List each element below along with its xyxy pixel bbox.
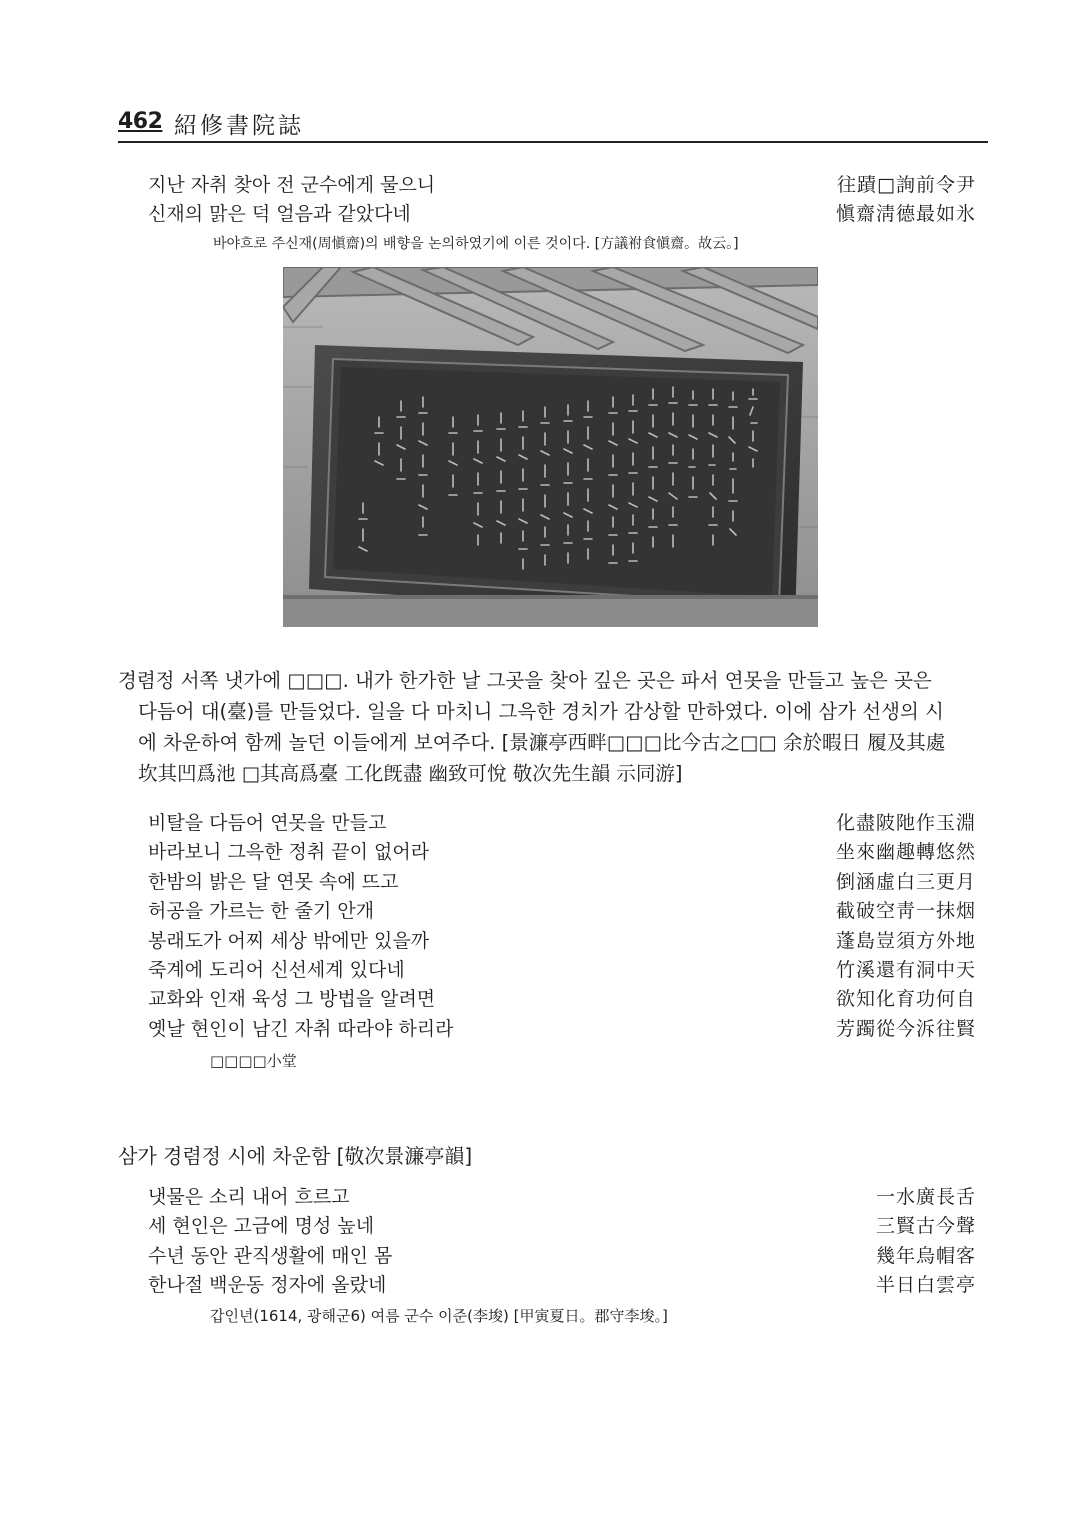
poem-line <box>148 1211 976 1240</box>
poem-line-chinese: 芳躅從今泝往賢 <box>835 1017 976 1040</box>
poem-line-korean: 한나절 백운동 정자에 올랐네 <box>148 1274 387 1297</box>
page-number: 462 <box>118 109 163 134</box>
poem-line <box>148 984 976 1013</box>
poem-middle <box>148 808 976 1043</box>
poem-line-chinese: 倒涵虛白三更月 <box>835 870 976 893</box>
poem-line <box>148 1241 976 1270</box>
poem-line-chinese: 幾年烏帽客 <box>875 1244 976 1267</box>
signboard-photo <box>283 267 818 627</box>
section-title: 삼가 경렴정 시에 차운함 [敬次景濂亭韻] <box>118 1144 473 1168</box>
paragraph-line: 다듬어 대(臺)를 만들었다. 일을 다 마치니 그윽한 경치가 감상할 만하였다. 이에 삼가 선생의 시 <box>138 700 944 723</box>
poem-line-korean: 세 현인은 고금에 명성 높네 <box>148 1215 375 1238</box>
poem-line <box>148 808 976 837</box>
poem-line-chinese: 截破空靑一抹烟 <box>835 900 976 923</box>
poem-line-chinese: 往蹟□詢前令尹 <box>837 174 976 196</box>
paragraph-line: 경렴정 서쪽 냇가에 □□□. 내가 한가한 날 그곳을 찾아 깊은 곳은 파서 연못을 만들고 높은 곳은 <box>118 669 932 692</box>
poem-line <box>148 896 976 925</box>
poem-line-korean: 지난 자취 찾아 전 군수에게 물으니 <box>148 174 436 196</box>
poem-line-chinese: 愼齋淸德最如氷 <box>835 203 976 226</box>
poem-line <box>148 1182 976 1211</box>
book-title: 紹修書院誌 <box>174 113 304 139</box>
poem-line-chinese: 半日白雲亭 <box>875 1274 976 1297</box>
poem-line-chinese: 三賢古今聲 <box>875 1215 976 1238</box>
poem-line-chinese: 欲知化育功何自 <box>835 988 976 1011</box>
paragraph-line: 坎其凹爲池 □其高爲臺 工化旣盡 幽致可悅 敬次先生韻 示同游] <box>138 762 683 785</box>
poem-line-chinese: 一水廣長舌 <box>875 1186 976 1208</box>
poem-line-chinese: 化盡陂阤作玉淵 <box>835 812 976 834</box>
poem-line <box>148 867 976 896</box>
poem-line-korean: 비탈을 다듬어 연못을 만들고 <box>148 812 387 834</box>
poem-bottom-note: 갑인년(1614, 광해군6) 여름 군수 이준(李埈) [甲寅夏日。郡守李埈。] <box>210 1307 668 1325</box>
poem-bottom <box>148 1182 976 1300</box>
poem-line-korean: 봉래도가 어찌 세상 밖에만 있을까 <box>148 929 430 952</box>
paragraph-line: 에 차운하여 함께 놀던 이들에게 보여주다. [景濂亭西畔□□□比今古之□□ 余於暇日 履及其處 <box>138 731 946 754</box>
prose-paragraph <box>118 665 976 789</box>
poem-line <box>148 1270 976 1299</box>
poem-line <box>148 955 976 984</box>
poem-line-korean: 냇물은 소리 내어 흐르고 <box>148 1186 350 1208</box>
poem-line-korean: 수년 동안 관직생활에 매인 몸 <box>148 1244 393 1267</box>
poem-top <box>148 170 976 229</box>
poem-middle-signature: □□□□小堂 <box>210 1052 297 1070</box>
poem-line-korean: 죽계에 도리어 신선세계 있다네 <box>148 958 405 981</box>
poem-line <box>148 926 976 955</box>
poem-line-chinese: 竹溪還有洞中天 <box>835 958 976 981</box>
poem-line <box>148 1014 976 1043</box>
poem-line-korean: 교화와 인재 육성 그 방법을 알려면 <box>148 988 436 1011</box>
poem-line-chinese: 坐來幽趣轉悠然 <box>835 841 976 864</box>
poem-line <box>148 199 976 228</box>
poem-top-note: 바야흐로 주신재(周愼齋)의 배향을 논의하였기에 이른 것이다. [方議祔食愼齋。故云。] <box>213 236 739 252</box>
poem-line-korean: 신재의 맑은 덕 얼음과 같았다네 <box>148 203 411 226</box>
poem-line-korean: 허공을 가르는 한 줄기 안개 <box>148 900 375 923</box>
poem-line-korean: 바라보니 그윽한 정취 끝이 없어라 <box>148 841 430 864</box>
poem-line <box>148 170 976 199</box>
poem-line <box>148 837 976 866</box>
poem-line-korean: 한밤의 밝은 달 연못 속에 뜨고 <box>148 870 399 893</box>
poem-line-chinese: 蓬島豈須方外地 <box>835 929 976 952</box>
page-header <box>118 107 988 143</box>
poem-line-korean: 옛날 현인이 남긴 자취 따라야 하리라 <box>148 1017 454 1040</box>
